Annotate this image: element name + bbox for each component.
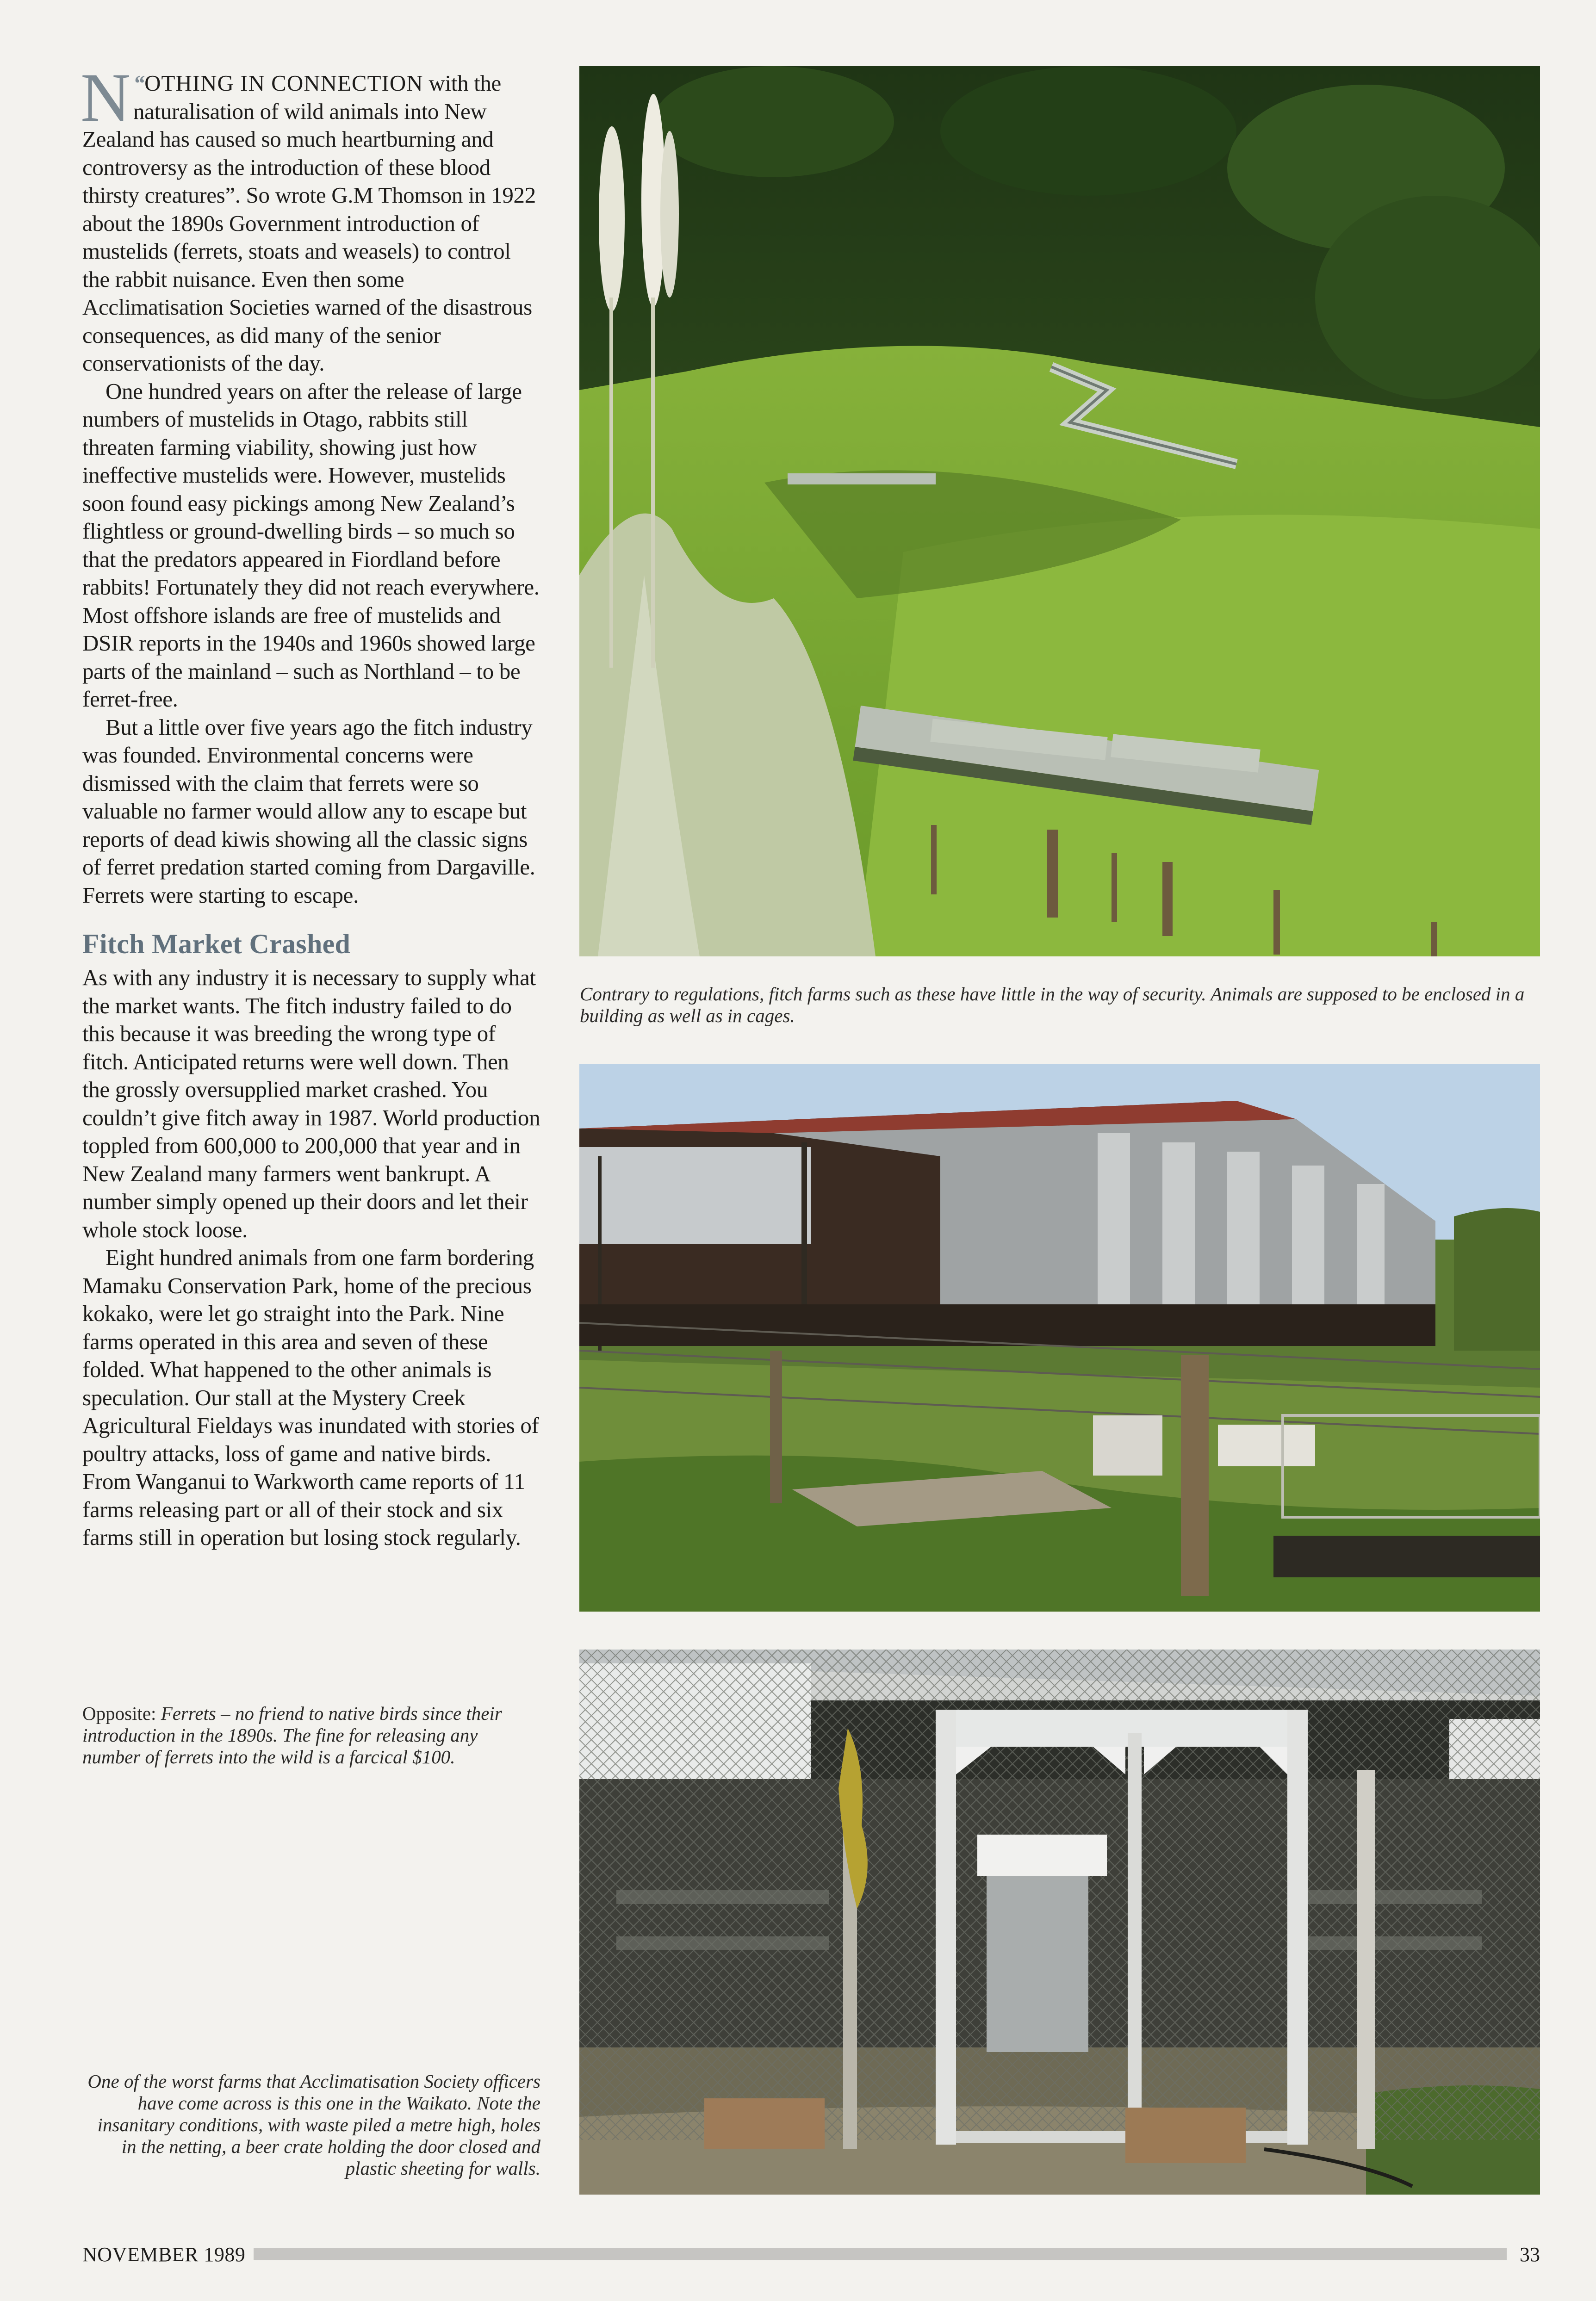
caption-opposite-text: Ferrets – no friend to native birds since their introduction in the 1890s. The fine for releasing any number of ferrets into the wild is a farcical $100. — [82, 1703, 502, 1768]
photo-hillside-fitch-farm — [579, 66, 1540, 956]
article-column — [81, 59, 540, 1552]
caption-top-photo: Contrary to regulations, fitch farms such as these have little in the way of security. Animals are supposed to be enclosed in a building as well as in cages. — [580, 983, 1525, 1026]
article-paragraph-1 — [81, 59, 540, 378]
article-paragraph-2: One hundred years on after the release of large numbers of mustelids in Otago, rabbits still threaten farming viability, showing just how ineffective mustelids were. However, mustelids soon found easy pickings among New Zealand’s flightless or ground-dwelling birds – so much so that the predators appeared in Fiordland before rabbits! Fortunately they did not reach everywhere. Most offshore islands are free of mustelids and DSIR reports in the 1940s and 1960s showed large parts of the mainland – such as Northland – to be ferret-free. — [82, 378, 540, 712]
opening-quote-mark: “ — [133, 70, 145, 96]
article-paragraph-4: As with any industry it is necessary to supply what the market wants. The fitch industry failed to do this because it was breeding the wrong type of fitch. Anticipated returns were well down. Then the grossly oversupplied market crashed. You couldn’t give fitch away in 1987. World production toppled from 600,000 to 200,000 that year and in New Zealand many farmers went bankrupt. A number simply opened up their doors and let their whole stock loose. — [82, 965, 540, 1242]
paragraph-1-text: with the naturalisation of wild animals into New Zealand has caused so much heartburning and controversy as the introduction of these blood thirsty creatures”. So wrote G.M Thomson in 1922 about the 1890s Government introduction of mustelids (ferrets, stoats and weasels) to control the rabbit nuisance. Even then some Acclimatisation Societies warned of the disastrous consequences, as did many of the senior conservationists of the day. — [82, 70, 536, 376]
photo-derelict-shed — [579, 1064, 1540, 1612]
page-footer — [82, 2240, 1540, 2268]
page-number: 33 — [1520, 2243, 1540, 2266]
section-subhead: Fitch Market Crashed — [82, 929, 351, 959]
photo-caged-farm-door — [579, 1650, 1540, 2195]
caption-worst-farm: One of the worst farms that Acclimatisation Society officers have come across is this one in the Waikato. Note the insanitary conditions, with waste piled a metre high, holes in the netting, a beer crate holding the door closed and plastic sheeting for walls. — [87, 2071, 540, 2179]
article-paragraph-3: But a little over five years ago the fitch industry was founded. Environmental concerns were dismissed with the claim that ferrets were so valuable no farmer would allow any to escape but reports of dead kiwis showing all the classic signs of ferret predation started coming from Dargaville. Ferrets were starting to escape. — [82, 714, 535, 908]
caption-opposite — [82, 1703, 527, 1768]
drop-cap: N — [81, 59, 130, 136]
footer-rule — [254, 2248, 1507, 2260]
caption-opposite-lead: Opposite: — [82, 1703, 156, 1724]
opening-smallcaps: OTHING IN CONNECTION — [144, 70, 423, 96]
footer-issue-date: NOVEMBER 1989 — [82, 2243, 246, 2266]
article-paragraph-5: Eight hundred animals from one farm bordering Mamaku Conservation Park, home of the precious kokako, were let go straight into the Park. Nine farms operated in this area and seven of these folded. What happened to the other animals is speculation. Our stall at the Mystery Creek Agricultural Fieldays was inundated with stories of poultry attacks, loss of game and native birds. From Wanganui to Warkworth came reports of 11 farms releasing part or all of their stock and six farms still in operation but losing stock regularly. — [82, 1245, 539, 1550]
